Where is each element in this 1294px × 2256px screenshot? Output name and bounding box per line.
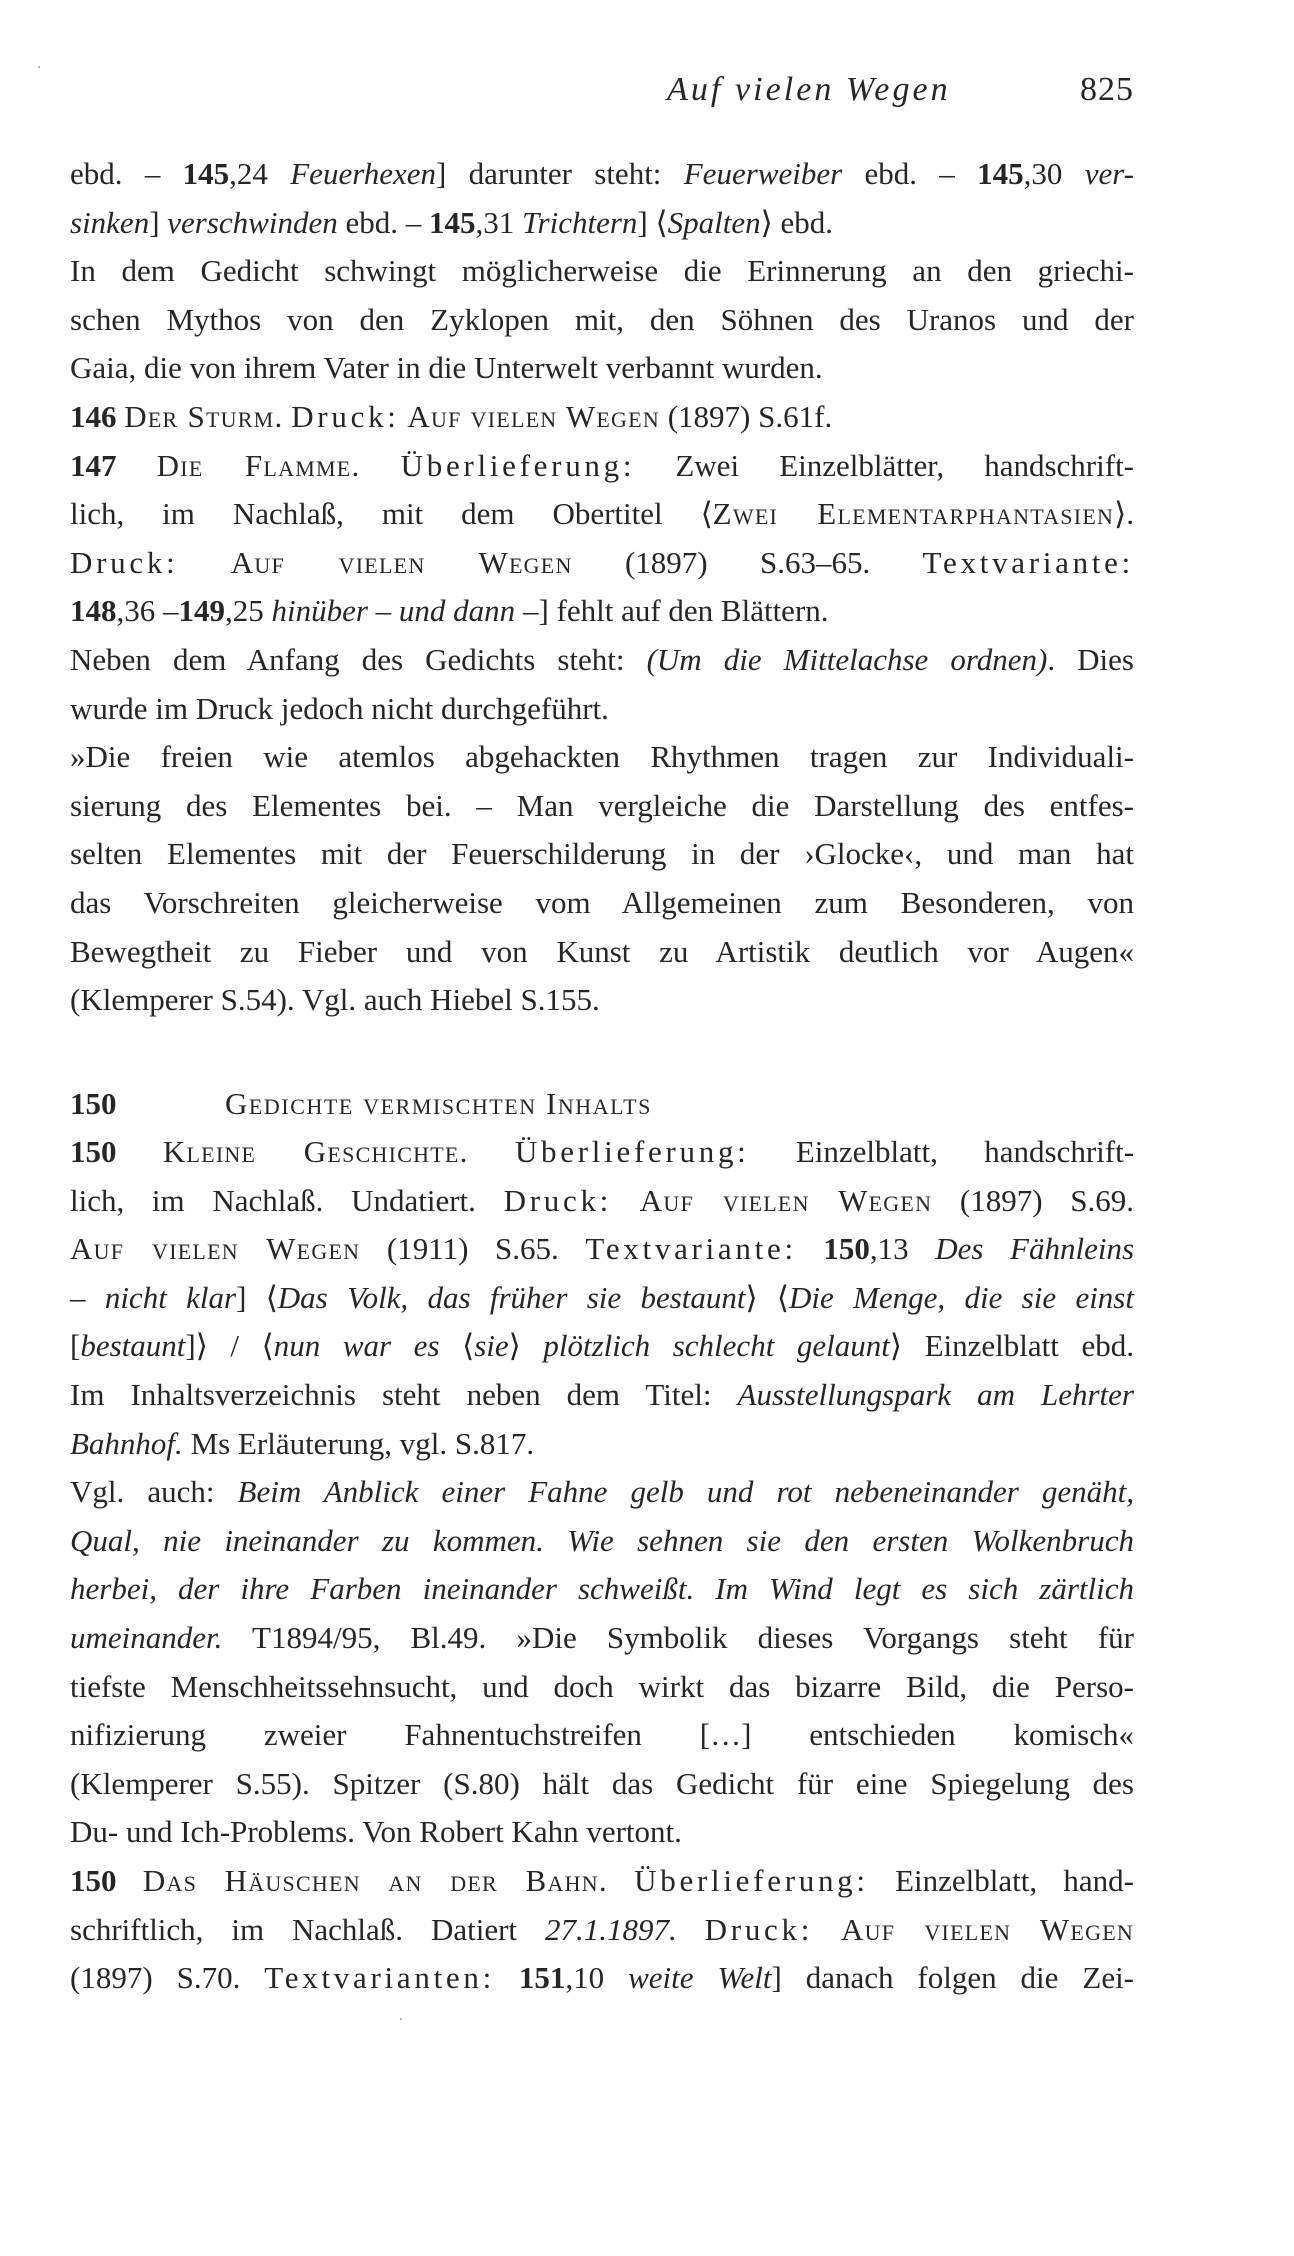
text: ] ⟨ bbox=[236, 1279, 278, 1315]
text: Zwei Einzelblätter, handschrift- bbox=[635, 447, 1135, 483]
spaced-label: Druck: bbox=[503, 1182, 612, 1218]
italic-text: bestaunt bbox=[80, 1328, 186, 1364]
text: das Vorschreiten gleicherweise vom Allgemeinen zum Besonderen, von bbox=[70, 885, 1134, 920]
text: Du- und Ich-Problems. Von Robert Kahn vertont. bbox=[70, 1814, 682, 1850]
text bbox=[608, 1863, 634, 1898]
text: ,31 bbox=[475, 204, 523, 240]
text: . Dies bbox=[1047, 642, 1134, 677]
bold-ref: 149 bbox=[178, 593, 225, 629]
text: lich, im Nachlaß, mit dem Obertitel ⟨ bbox=[70, 496, 713, 532]
bold-ref: 147 bbox=[70, 447, 117, 483]
bold-ref: 145 bbox=[182, 156, 230, 191]
text: lich, im Nachlaß. Undatiert. bbox=[70, 1182, 504, 1218]
text: (1897) S.69. bbox=[932, 1182, 1134, 1218]
bold-ref: 145 bbox=[977, 156, 1024, 191]
text bbox=[797, 1231, 824, 1266]
bold-ref: 151 bbox=[518, 1960, 566, 1996]
text: Im Inhaltsverzeichnis steht neben dem Titel: bbox=[70, 1377, 738, 1412]
text bbox=[612, 1183, 640, 1218]
bold-ref: 148 bbox=[70, 593, 117, 629]
text-line bbox=[70, 1181, 1134, 1221]
scan-speck bbox=[38, 66, 40, 68]
text bbox=[495, 1960, 519, 1995]
text-line bbox=[70, 1375, 1134, 1415]
smallcaps-title: Auf vielen Wegen bbox=[407, 399, 660, 434]
text-line bbox=[70, 1132, 1134, 1172]
text: schriftlich, im Nachlaß. Datiert bbox=[70, 1911, 545, 1947]
text-line bbox=[70, 1812, 1134, 1852]
text-line bbox=[70, 1861, 1134, 1901]
text bbox=[117, 448, 157, 483]
smallcaps-title: Auf vielen Wegen bbox=[639, 1182, 933, 1218]
text: Einzelblatt, handschrift- bbox=[749, 1134, 1135, 1169]
italic-text: Bahnhof. bbox=[70, 1425, 183, 1461]
text bbox=[813, 1912, 841, 1947]
bold-ref: 145 bbox=[429, 204, 476, 240]
text: tiefste Menschheitssehnsucht, und doch wirkt das bizarre Bild, die Perso- bbox=[70, 1668, 1134, 1704]
text bbox=[117, 1863, 143, 1898]
italic-text: Feuerhexen bbox=[290, 156, 436, 191]
text-line bbox=[70, 154, 1134, 194]
text: ⟨ bbox=[439, 1328, 475, 1364]
text: ⟩ ⟨ bbox=[745, 1279, 790, 1315]
text-line bbox=[70, 397, 1134, 437]
text: ,36 – bbox=[116, 593, 179, 629]
text: In dem Gedicht schwingt möglicherweise die Erinnerung an den griechi- bbox=[70, 253, 1134, 289]
smallcaps-title: Auf vielen Wegen bbox=[230, 544, 573, 580]
text-line bbox=[70, 543, 1134, 583]
italic-text: sinken bbox=[70, 204, 150, 240]
smallcaps-title: Auf vielen Wegen bbox=[841, 1911, 1134, 1947]
italic-text: sie bbox=[474, 1328, 509, 1364]
bold-ref: 150 bbox=[70, 1863, 117, 1898]
text-line bbox=[70, 1326, 1134, 1366]
italic-text: 27.1.1897. bbox=[544, 1911, 677, 1947]
smallcaps-title: Das Häuschen an der Bahn. bbox=[142, 1863, 608, 1898]
text: »Die freien wie atemlos abgehackten Rhythmen tragen zur Individuali- bbox=[70, 739, 1134, 775]
text-line bbox=[70, 640, 1134, 680]
text-line bbox=[70, 251, 1134, 291]
spaced-label: Druck: bbox=[70, 544, 179, 580]
text-line bbox=[70, 689, 1134, 729]
spaced-label: Textvariante: bbox=[585, 1231, 797, 1267]
text: ] ⟨ bbox=[637, 204, 668, 240]
text: (1911) S.65. bbox=[360, 1231, 586, 1267]
text: ebd. – bbox=[70, 156, 183, 191]
spaced-label: Druck: bbox=[704, 1911, 814, 1947]
bold-ref: 146 bbox=[70, 399, 117, 434]
text: ebd. – bbox=[337, 204, 430, 240]
text-line bbox=[70, 1715, 1134, 1755]
italic-text: hinüber – und dann bbox=[271, 593, 516, 629]
text: (1897) S.61f. bbox=[659, 399, 833, 434]
text-line bbox=[70, 1958, 1134, 1998]
text bbox=[360, 448, 400, 483]
scan-speck bbox=[400, 2018, 402, 2020]
text-line bbox=[70, 737, 1134, 777]
text-line bbox=[70, 1472, 1134, 1512]
text: ] bbox=[149, 204, 168, 240]
italic-text: weite Welt bbox=[628, 1960, 772, 1996]
spaced-label: Überlieferung: bbox=[400, 447, 636, 483]
text: ⟩. bbox=[1114, 496, 1134, 532]
text-line bbox=[70, 446, 1134, 486]
text: ] darunter steht: bbox=[436, 156, 684, 191]
running-head-title: Auf vielen Wegen bbox=[667, 71, 951, 108]
spaced-label: Textvariante: bbox=[922, 544, 1134, 580]
text bbox=[178, 545, 230, 580]
section-heading-number: 150 bbox=[70, 1086, 117, 1121]
text: sierung des Elementes bei. – Man vergleiche die Darstellung des entfes- bbox=[70, 787, 1134, 823]
text-line bbox=[70, 980, 1134, 1020]
text: nifizierung zweier Fahnentuchstreifen […] entschieden komisch« bbox=[70, 1717, 1134, 1753]
text: (Klemperer S.54). Vgl. auch Hiebel S.155. bbox=[70, 982, 600, 1018]
bold-ref: 150 bbox=[70, 1134, 117, 1169]
smallcaps-title: Der Sturm. bbox=[124, 399, 284, 434]
text-line bbox=[70, 883, 1134, 923]
text: ,24 bbox=[229, 156, 291, 191]
text: [ bbox=[70, 1328, 81, 1364]
section-heading-title: Gedichte vermischten Inhalts bbox=[225, 1086, 652, 1121]
text: Neben dem Anfang des Gedichts steht: bbox=[70, 642, 647, 677]
bold-ref: 150 bbox=[823, 1231, 870, 1267]
italic-text: (Um die Mittelachse ordnen) bbox=[646, 642, 1048, 677]
text-line bbox=[70, 494, 1134, 534]
smallcaps-title: Zwei Elementarphantasien bbox=[712, 496, 1115, 532]
text-line bbox=[70, 932, 1134, 972]
text: (1897) S.70. bbox=[70, 1960, 265, 1996]
text-line bbox=[70, 786, 1134, 826]
text: ⟩ Einzelblatt ebd. bbox=[889, 1328, 1134, 1364]
text-line bbox=[70, 1278, 1134, 1318]
text: selten Elementes mit der Feuerschilderung in der ›Glocke‹, und man hat bbox=[70, 836, 1134, 872]
text-line bbox=[70, 1618, 1134, 1658]
page-number: 825 bbox=[1080, 71, 1135, 108]
text: ⟩ bbox=[508, 1328, 544, 1364]
text: ,13 bbox=[869, 1231, 936, 1267]
text bbox=[469, 1134, 515, 1169]
text-line bbox=[70, 1521, 1134, 1561]
text: Ms Erläuterung, vgl. S.817. bbox=[182, 1425, 535, 1461]
italic-text: Spalten bbox=[667, 204, 761, 240]
italic-text: – nicht klar bbox=[70, 1279, 237, 1315]
text-line bbox=[70, 1667, 1134, 1707]
italic-text: herbei, der ihre Farben ineinander schweißt. Im Wind legt es sich zärtlich bbox=[70, 1571, 1134, 1607]
text: Einzelblatt, hand- bbox=[868, 1863, 1135, 1898]
spaced-label: Überlieferung: bbox=[514, 1134, 750, 1169]
text-line bbox=[70, 1424, 1134, 1464]
text: T1894/95, Bl.49. »Die Symbolik dieses Vorgangs steht für bbox=[222, 1620, 1134, 1655]
text: (1897) S.63–65. bbox=[572, 544, 923, 580]
text: Vgl. auch: bbox=[70, 1474, 238, 1510]
italic-text: Qual, nie ineinander zu kommen. Wie sehnen sie den ersten Wolkenbruch bbox=[70, 1522, 1134, 1558]
italic-text: nun war es bbox=[273, 1328, 440, 1364]
text-line bbox=[70, 1910, 1134, 1950]
italic-text: plötzlich schlecht gelaunt bbox=[543, 1328, 890, 1364]
text: ,25 bbox=[225, 593, 272, 629]
text-line bbox=[70, 834, 1134, 874]
italic-text: umeinander. bbox=[70, 1620, 223, 1655]
spaced-label: Überlieferung: bbox=[634, 1863, 869, 1898]
text: –] fehlt auf den Blättern. bbox=[515, 593, 829, 629]
text bbox=[117, 1134, 163, 1169]
text-line bbox=[70, 1764, 1134, 1804]
smallcaps-title: Auf vielen Wegen bbox=[70, 1231, 361, 1267]
spaced-label: Textvarianten: bbox=[264, 1960, 495, 1996]
text-line bbox=[70, 203, 1134, 243]
text: wurde im Druck jedoch nicht durchgeführt. bbox=[70, 690, 609, 726]
italic-text: Des Fähnleins bbox=[935, 1231, 1135, 1267]
text: (Klemperer S.55). Spitzer (S.80) hält das Gedicht für eine Spiegelung des bbox=[70, 1765, 1134, 1801]
italic-text: Ausstellungspark am Lehrter bbox=[737, 1377, 1134, 1412]
text: ] danach folgen die Zei- bbox=[771, 1960, 1135, 1996]
italic-text: Beim Anblick einer Fahne gelb und rot nebeneinander genäht, bbox=[237, 1474, 1134, 1510]
text: ,30 bbox=[1023, 156, 1085, 191]
smallcaps-title: Die Flamme. bbox=[156, 447, 361, 483]
text: ebd. – bbox=[842, 156, 978, 191]
text: Bewegtheit zu Fieber und von Kunst zu Artistik deutlich vor Augen« bbox=[70, 933, 1134, 969]
text-line bbox=[70, 300, 1134, 340]
text: schen Mythos von den Zyklopen mit, den Söhnen des Uranos und der bbox=[70, 301, 1134, 337]
text-line bbox=[70, 1569, 1134, 1609]
text: ⟩ ebd. bbox=[760, 204, 833, 240]
italic-text: Das Volk, das früher sie bestaunt bbox=[277, 1279, 746, 1315]
text-line bbox=[70, 348, 1134, 388]
italic-text: ver- bbox=[1084, 156, 1135, 191]
text-line bbox=[70, 591, 1134, 631]
text bbox=[677, 1912, 705, 1947]
smallcaps-title: Kleine Geschichte. bbox=[162, 1134, 469, 1169]
spaced-label: Druck: bbox=[291, 399, 400, 434]
text-line bbox=[70, 1229, 1134, 1269]
italic-text: Die Menge, die sie einst bbox=[789, 1279, 1134, 1315]
text: ]⟩ / ⟨ bbox=[185, 1328, 274, 1364]
text: ,10 bbox=[565, 1960, 629, 1996]
italic-text: Trichtern bbox=[522, 204, 638, 240]
italic-text: Feuerweiber bbox=[683, 156, 843, 191]
italic-text: verschwinden bbox=[167, 204, 338, 240]
text: Gaia, die von ihrem Vater in die Unterwelt verbannt wurden. bbox=[70, 350, 823, 386]
